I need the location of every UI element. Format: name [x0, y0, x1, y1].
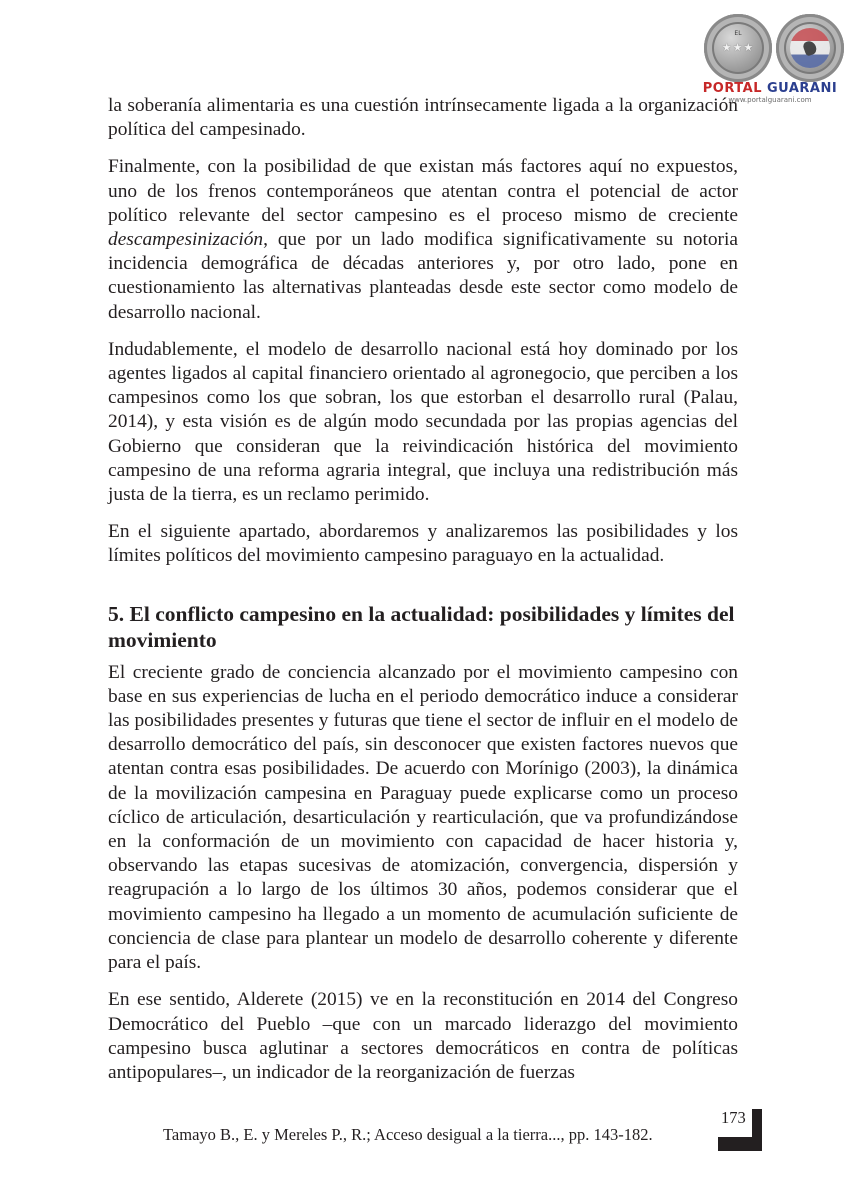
paragraph-2-text-b: , que por un lado modifica significativamente su notoria incidencia demográfica de décadas anteriores y, por otro lado, pone en cuestionamiento las alternativas planteadas desde este sector como modelo de desarrollo nacional.	[108, 229, 738, 323]
page-corner-marker-base	[718, 1137, 762, 1151]
paragraph-5: El creciente grado de conciencia alcanzado por el movimiento campesino con base en sus experiencias de lucha en el periodo democrático induce a considerar las posibilidades presentes y futuras que tiene el sector de influir en el modelo de desarrollo democrático del país, sin desconocer que existen factores nuevos que atentan contra esas posibilidades. De acuerdo con Morínigo (2003), la dinámica de la movilización campesina en Paraguay puede explicarse como un proceso cíclico de articulación, desarticulación y rearticulación, que va profundizándose en la conformación de un movimiento con capacidad de hacer historia y, observando las etapas sucesivas de atomización, convergencia, dispersión y reagrupación a lo largo de los últimos 30 años, podemos considerar que el movimiento campesino ha llegado a un momento de acumulación suficiente de conciencia de clase para plantear un modelo de desarrollo coherente y diferente para el país.	[108, 661, 738, 974]
stars-icon: ★★★	[721, 41, 755, 54]
section-heading: 5. El conflicto campesino en la actualidad: posibilidades y límites del movimiento	[108, 601, 735, 652]
map-silhouette-icon	[802, 39, 818, 56]
brand-url: www.portalguarani.com	[728, 96, 812, 104]
paragraph-6: En ese sentido, Alderete (2015) ve en la reconstitución en 2014 del Congreso Democrático del Pueblo –que con un marcado liderazgo del movimiento campesino busca aglutinar a sectores democráticos en contra de políticas antipopulares–, un indicador de la reorganización de fuerzas	[108, 989, 738, 1083]
paragraph-2-emphasis: descampesinización	[108, 229, 264, 251]
paragraph-2	[108, 155, 738, 324]
seal-text: EL	[734, 30, 742, 37]
paragraph-4: En el siguiente apartado, abordaremos y analizaremos las posibilidades y los límites políticos del movimiento campesino paraguayo en la actualidad.	[108, 521, 738, 567]
paragraph-1: la soberanía alimentaria es una cuestión intrínsecamente ligada a la organización política del campesinado.	[108, 95, 738, 141]
seal-emblem-icon	[704, 14, 772, 82]
page-body	[108, 94, 738, 1098]
page-number: 173	[721, 1108, 746, 1127]
brand-name-part1: PORTAL	[702, 81, 768, 96]
paragraph-3: Indudablemente, el modelo de desarrollo nacional está hoy dominado por los agentes ligados al capital financiero orientado al agronegocio, que perciben a los campesinos como los que sobran, los que estorban el desarrollo rural (Palau, 2014), y esta visión es de algún modo secundada por las propias agencias del Gobierno que consideran que la reivindicación histórica del movimiento campesino de una reforma agraria integral, que incluya una redistribución más justa de la tierra, es un reclamo perimido.	[108, 338, 738, 506]
brand-name-part2: GUARANI	[767, 81, 838, 96]
running-citation: Tamayo B., E. y Mereles P., R.; Acceso desigual a la tierra..., pp. 143-182.	[163, 1125, 653, 1144]
paragraph-2-text-a: Finalmente, con la posibilidad de que existan más factores aquí no expuestos, uno de los frenos contemporáneos que atentan contra el potencial de actor político relevante del sector campesino es el proceso mismo de creciente	[108, 156, 738, 226]
flag-icon	[790, 28, 830, 68]
paraguay-flag-seal-icon	[776, 14, 844, 82]
portal-guarani-logo	[696, 8, 844, 104]
